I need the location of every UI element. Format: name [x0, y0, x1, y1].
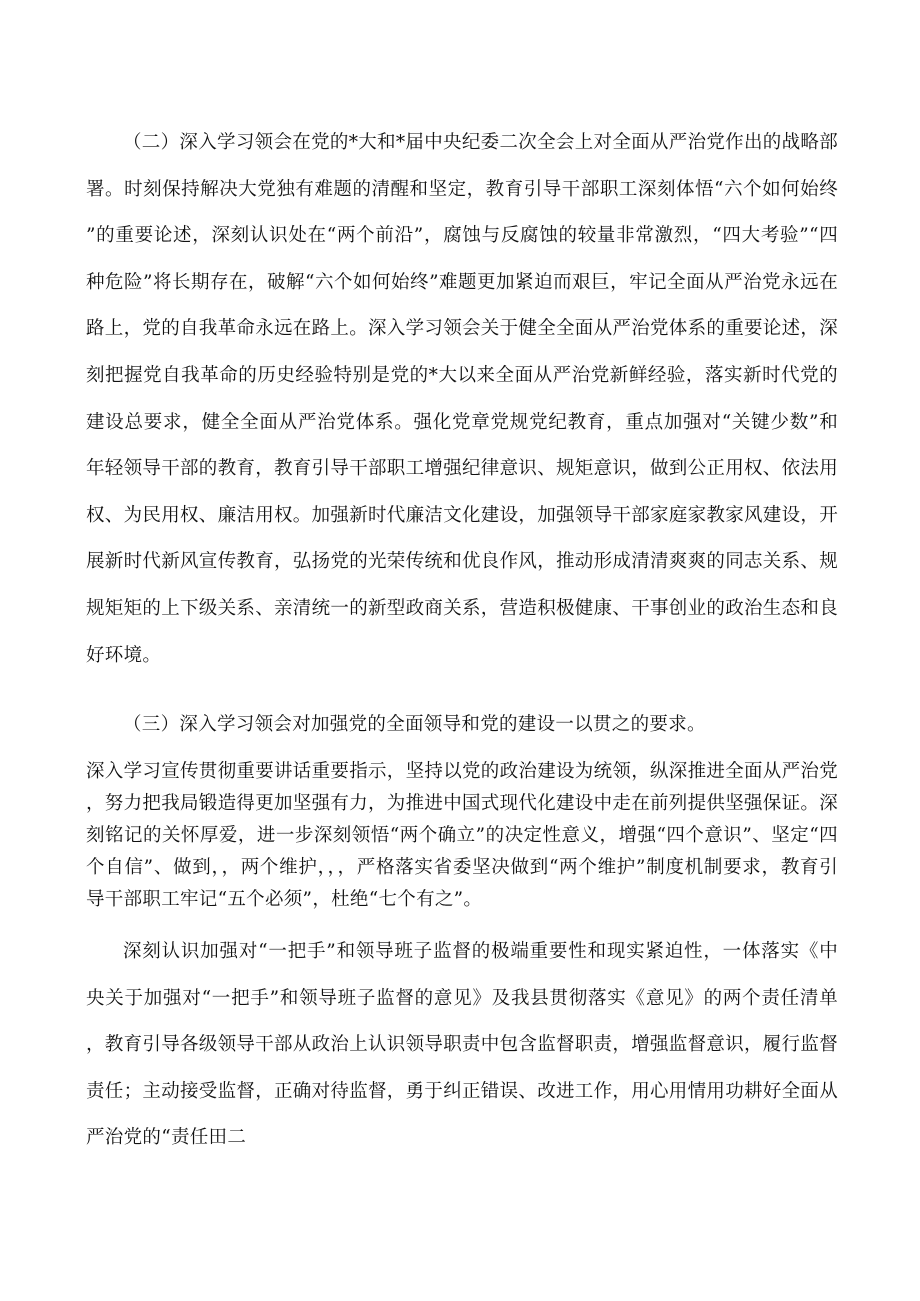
- paragraph-strategic-deployment: （二）深入学习领会在党的*大和*届中央纪委二次全会上对全面从严治党作出的战略部署。时刻保持解决大党独有难题的清醒和坚定，教育引导干部职工深刻体悟“六个如何始终”的重要论述，深刻认识处在“两个前沿”，腐蚀与反腐蚀的较量非常激烈，“四大考验”“四种危险”将长期存在，破解“六个如何始终”难题更加紧迫而艰巨，牢记全面从严治党永远在路上，党的自我革命永远在路上。深入学习领会关于健全全面从严治党体系的重要论述，深刻把握党自我革命的历史经验特别是党的*大以来全面从严治党新鲜经验，落实新时代党的建设总要求，健全全面从严治党体系。强化党章党规党纪教育，重点加强对“关键少数”和年轻领导干部的教育，教育引导干部职工增强纪律意识、规矩意识，做到公正用权、依法用权、为民用权、廉洁用权。加强新时代廉洁文化建设，加强领导干部家庭家教家风建设，开展新时代新风宣传教育，弘扬党的光荣传统和优良作风，推动形成清清爽爽的同志关系、规规矩矩的上下级关系、亲清统一的新型政商关系，营造积极健康、干事创业的政治生态和良好环境。: [86, 132, 839, 666]
- paragraph-political-building: 深入学习宣传贯彻重要讲话重要指示，坚持以党的政治建设为统领，纵深推进全面从严治党，努力把我局锻造得更加坚强有力，为推进中国式现代化建设中走在前列提供坚强保证。深刻铭记的关怀厚爱，进一步深刻领悟“两个确立”的决定性意义，增强“四个意识”、坚定“四个自信”、做到，，两个维护，，，严格落实省委坚决做到“两个维护”制度机制要求，教育引导干部职工牢记“五个必须”，杜绝“七个有之”。: [86, 761, 839, 910]
- paragraph-leader-supervision: 深刻认识加强对“一把手”和领导班子监督的极端重要性和现实紧迫性，一体落实《中央关于加强对“一把手”和领导班子监督的意见》及我县贯彻落实《意见》的两个责任清单，教育引导各级领导干部从政治上认识领导职责中包含监督职责，增强监督意识，履行监督责任；主动接受监督，正确对待监督，勇于纠正错误、改进工作，用心用情用功耕好全面从严治党的“责任田二: [86, 941, 839, 1149]
- section-heading-three: （三）深入学习领会对加强党的全面领导和党的建设一以贯之的要求。: [123, 714, 706, 735]
